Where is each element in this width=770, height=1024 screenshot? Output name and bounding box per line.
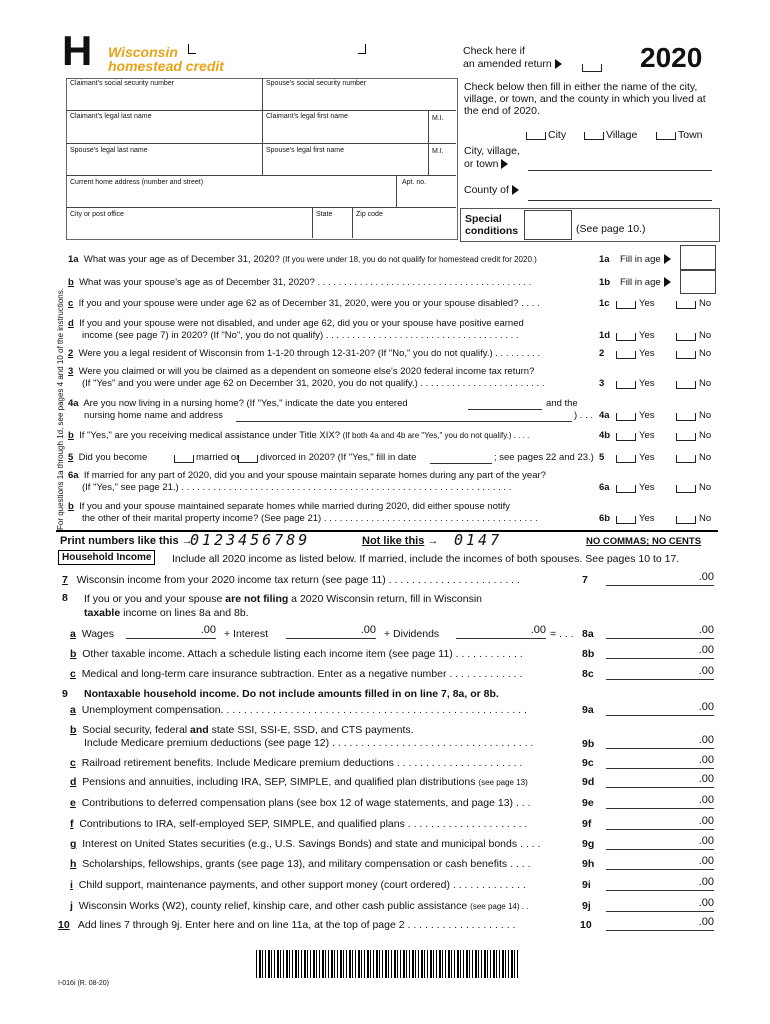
city-option-label: City xyxy=(548,129,567,141)
arrow-icon xyxy=(512,185,519,195)
form-title-line2: homestead credit xyxy=(108,58,224,74)
q4a-no-checkbox[interactable] xyxy=(676,413,696,421)
line-8c-ref: 8c xyxy=(582,668,594,680)
town-checkbox[interactable] xyxy=(656,132,676,140)
special-conditions-see: (See page 10.) xyxy=(576,223,646,235)
q3-yes-checkbox[interactable] xyxy=(616,381,636,389)
city-po-input[interactable] xyxy=(67,220,311,237)
line-9e-text: e Contributions to deferred compensation plans (see box 12 of wage statements, and page 13) . . . xyxy=(70,797,531,809)
cvt-label: City, village, or town xyxy=(464,145,520,170)
q4b-yes-label: Yes xyxy=(639,430,655,441)
q6b-text: b If you and your spouse maintained separate homes while married during 2020, did either spouse notify the other of their marital property income? (See page 21) . . . . . . . . . . . . . . . . . . . . . . . . . . . . . . . . . . . . . . . . . xyxy=(68,501,538,524)
q3-ref: 3 xyxy=(599,378,605,389)
print-numbers-label: Print numbers like this → xyxy=(60,535,193,547)
q2-yes-checkbox[interactable] xyxy=(616,351,636,359)
q6a-no-checkbox[interactable] xyxy=(676,485,696,493)
county-input[interactable] xyxy=(528,188,712,201)
q5-no-label: No xyxy=(699,452,712,463)
arrow-icon xyxy=(555,59,562,69)
q4a-date-input[interactable] xyxy=(468,398,542,410)
q5-yes-checkbox[interactable] xyxy=(616,455,636,463)
q1c-yes-checkbox[interactable] xyxy=(616,301,636,309)
q2-ref: 2 xyxy=(599,348,605,359)
q1b-text: b What was your spouse's age as of December 31, 2020? . . . . . . . . . . . . . . . . . . . . . . . . . . . . . . . . . . . . . . . . . xyxy=(68,277,532,288)
line-9e-ref: 9e xyxy=(582,797,594,809)
q1c-text: c If you and your spouse were under age 62 as of December 31, 2020, were you or your spouse disabled? . . . . xyxy=(68,298,540,309)
q1b-ref: 1b xyxy=(599,277,611,288)
q5-no-checkbox[interactable] xyxy=(676,455,696,463)
q1c-no-checkbox[interactable] xyxy=(676,301,696,309)
q3-no-label: No xyxy=(699,378,712,389)
q6b-no-checkbox[interactable] xyxy=(676,516,696,524)
side-note: For questions 1a through 1d, see pages 4 and 10 of the instructions. xyxy=(56,288,65,530)
household-income-intro: Include all 2020 income as listed below. If married, include the incomes of both spouses. See pages 10 to 17. xyxy=(172,553,680,565)
q1b-fill-label: Fill in age xyxy=(620,277,671,288)
q4b-no-label: No xyxy=(699,430,712,441)
arrow-icon xyxy=(664,254,671,264)
claimant-ssn-input[interactable] xyxy=(67,90,261,109)
q2-no-checkbox[interactable] xyxy=(676,351,696,359)
q5-text-d: ; see pages 22 and 23.) xyxy=(494,452,594,463)
bad-sample: 0147 xyxy=(454,531,503,549)
q1d-no-checkbox[interactable] xyxy=(676,333,696,341)
q6a-yes-label: Yes xyxy=(639,482,655,493)
q4a-text2: nursing home name and address xyxy=(84,410,223,421)
q4a-ref: 4a xyxy=(599,410,610,421)
q4b-text: b If "Yes," are you receiving medical assistance under Title XIX? (If both 4a and 4b are "Yes," you do not qualify.) . . . . xyxy=(68,430,530,441)
claimant-mi-label: M.I. xyxy=(432,115,444,122)
line-8a-wages-input[interactable]: .00 xyxy=(126,624,216,639)
spouse-first-label: Spouse's legal first name xyxy=(266,147,344,154)
line-9d-amount[interactable]: .00 xyxy=(606,773,714,788)
q1c-no-label: No xyxy=(699,298,712,309)
line-9a-text: a Unemployment compensation. . . . . . . . . . . . . . . . . . . . . . . . . . . . . . . . . . . . . . . . . . . . . . . . . . . . . xyxy=(70,704,527,716)
spouse-last-label: Spouse's legal last name xyxy=(70,147,148,154)
residence-instruction: Check below then fill in either the name of the city, village, or town, and the county in which you lived at the end of 2020. xyxy=(464,81,706,117)
line-8a-amount[interactable]: .00 xyxy=(606,624,714,639)
line-8a-dividends-input[interactable]: .00 xyxy=(456,624,546,639)
q1d-ref: 1d xyxy=(599,330,611,341)
q5-text-c: divorced in 2020? (If "Yes," fill in date xyxy=(260,452,417,463)
zip-label: Zip code xyxy=(356,211,383,218)
city-checkbox[interactable] xyxy=(526,132,546,140)
special-conditions-label: Special conditions xyxy=(465,213,519,237)
q5-ref: 5 xyxy=(599,452,605,463)
no-commas-note: NO COMMAS; NO CENTS xyxy=(586,536,702,547)
q5-divorced-checkbox[interactable] xyxy=(238,455,258,463)
cvt-input[interactable] xyxy=(528,156,712,171)
q1d-no-label: No xyxy=(699,330,712,341)
q4a-nursing-home-input[interactable] xyxy=(236,410,572,422)
spouse-first-input[interactable] xyxy=(263,156,427,174)
line-8c-text: c Medical and long-term care insurance subtraction. Enter as a negative number . . . . . . . . . . . . . xyxy=(70,668,523,680)
arrow-icon xyxy=(664,277,671,287)
q1d-yes-checkbox[interactable] xyxy=(616,333,636,341)
claimant-last-label: Claimant's legal last name xyxy=(70,113,152,120)
line-9b-ref: 9b xyxy=(582,738,595,750)
line-9c-amount[interactable]: .00 xyxy=(606,754,714,769)
line-7-amount[interactable]: .00 xyxy=(606,571,714,586)
q3-no-checkbox[interactable] xyxy=(676,381,696,389)
q6b-no-label: No xyxy=(699,513,712,524)
line-8b-amount[interactable]: .00 xyxy=(606,644,714,659)
q4b-ref: 4b xyxy=(599,430,611,441)
print-numbers-sample: 0123456789 xyxy=(190,531,311,549)
line-8a-dividends-label: + Dividends xyxy=(384,628,440,640)
q1b-age-input[interactable] xyxy=(680,270,716,294)
line-10-ref: 10 xyxy=(580,919,592,931)
claimant-last-input[interactable] xyxy=(67,122,261,142)
line-9-num: 9 xyxy=(62,688,68,700)
line-9-text: Nontaxable household income. Do not include amounts filled in on line 7, 8a, or 8b. xyxy=(84,688,499,700)
line-9f-amount[interactable]: .00 xyxy=(606,815,714,830)
q6a-no-label: No xyxy=(699,482,712,493)
q4b-no-checkbox[interactable] xyxy=(676,433,696,441)
amended-label-2: an amended return xyxy=(463,58,562,70)
q3-text: 3 Were you claimed or will you be claimed as a dependent on someone else's 2020 federal income tax return? (If "Yes" and you were under age 62 on December 31, 2020, you do not qualify.) . . . . . . . . . . . . . . . . . . . . . . . . xyxy=(68,366,545,389)
apt-input[interactable] xyxy=(397,188,455,206)
q5-married-checkbox[interactable] xyxy=(174,455,194,463)
q4a-no-label: No xyxy=(699,410,712,421)
line-8-num: 8 xyxy=(62,592,68,604)
line-9c-text: c Railroad retirement benefits. Include Medicare premium deductions . . . . . . . . . . . . . . . . . . . . . . xyxy=(70,757,523,769)
line-7-text: 7 Wisconsin income from your 2020 income tax return (see page 11) . . . . . . . . . . . . . . . . . . . . . . . xyxy=(62,574,520,586)
q5-yes-label: Yes xyxy=(639,452,655,463)
line-9g-ref: 9g xyxy=(582,838,595,850)
village-checkbox[interactable] xyxy=(584,132,604,140)
q4a-text1b: and the xyxy=(546,398,578,409)
q5-date-input[interactable] xyxy=(430,452,492,464)
line-9d-ref: 9d xyxy=(582,776,595,788)
line-9h-ref: 9h xyxy=(582,858,595,870)
spouse-mi-label: M.I. xyxy=(432,148,444,155)
form-title-line1: Wisconsin xyxy=(108,44,178,60)
q4a-yes-checkbox[interactable] xyxy=(616,413,636,421)
amended-label-1: Check here if xyxy=(463,45,525,57)
q6b-yes-checkbox[interactable] xyxy=(616,516,636,524)
line-8a-ref: 8a xyxy=(582,628,594,640)
line-8-text: If you or you and your spouse are not filing a 2020 Wisconsin return, fill in Wisconsin taxable income on lines 8a and 8b. xyxy=(84,593,483,619)
state-input[interactable] xyxy=(313,220,351,237)
line-8a-eq: = . . . xyxy=(550,628,574,640)
line-9j-text: j Wisconsin Works (W2), county relief, kinship care, and other cash public assistance (see page 14) . . xyxy=(70,900,529,912)
q6a-text: 6a If married for any part of 2020, did you and your spouse maintain separate homes during any part of the year? (If "Yes," see page 21.) . . . . . . . . . . . . . . . . . . . . . . . . . . . . . . . . . . . . . . . . . . . . . . . . . . . . . . . . . . . . . . . xyxy=(68,470,546,493)
address-input[interactable] xyxy=(67,188,395,206)
q1a-fill-label: Fill in age xyxy=(620,254,671,265)
q3-yes-label: Yes xyxy=(639,378,655,389)
line-8b-ref: 8b xyxy=(582,648,595,660)
q4a-text2b: ) . . . xyxy=(574,410,593,421)
q5-text-b: married or xyxy=(196,452,240,463)
line-9d-text: d Pensions and annuities, including IRA, SEP, SIMPLE, and qualified plan distributions (see page 13) xyxy=(70,776,528,788)
city-po-label: City or post office xyxy=(70,211,124,218)
q1c-ref: 1c xyxy=(599,298,610,309)
q4b-yes-checkbox[interactable] xyxy=(616,433,636,441)
amended-checkbox[interactable] xyxy=(582,64,602,72)
line-9i-ref: 9i xyxy=(582,879,591,891)
q1a-age-input[interactable] xyxy=(680,245,716,270)
line-9f-ref: 9f xyxy=(582,818,592,830)
corner-mark-right xyxy=(358,44,366,54)
q1d-text: d If you and your spouse were not disabled, and under age 62, did you or your spouse have positive earned income (see page 7) in 2020? (If "No", you do not qualify) . . . . . . . . . . . . . . . . . . . . . . . . . . . . . . . . . . . . . xyxy=(68,318,524,341)
claimant-ssn-label: Claimant's social security number xyxy=(70,80,175,87)
apt-label: Apt. no. xyxy=(402,179,427,186)
town-option-label: Town xyxy=(678,129,703,141)
line-8b-text: b Other taxable income. Attach a schedule listing each income item (see page 11) . . . . . . . . . . . . xyxy=(70,648,523,660)
q6a-ref: 6a xyxy=(599,482,610,493)
line-9g-amount[interactable]: .00 xyxy=(606,835,714,850)
household-income-title: Household Income xyxy=(58,550,155,565)
claimant-first-input[interactable] xyxy=(263,122,427,142)
tax-year: 2020 xyxy=(640,42,703,73)
q4a-text1: 4a Are you now living in a nursing home? (If "Yes," indicate the date you entered xyxy=(68,398,408,409)
line-9c-ref: 9c xyxy=(582,757,594,769)
barcode xyxy=(256,950,518,978)
line-9a-ref: 9a xyxy=(582,704,594,716)
line-9i-amount[interactable]: .00 xyxy=(606,876,714,891)
q6b-yes-label: Yes xyxy=(639,513,655,524)
arrow-icon xyxy=(501,159,508,169)
line-9e-amount[interactable]: .00 xyxy=(606,794,714,809)
line-7-ref: 7 xyxy=(582,574,588,586)
line-9j-amount[interactable]: .00 xyxy=(606,897,714,912)
q1a-text: 1a What was your age as of December 31, 2020? (If you were under 18, you do not qualify for homestead credit for 2020.) xyxy=(68,254,537,265)
q6a-yes-checkbox[interactable] xyxy=(616,485,636,493)
zip-input[interactable] xyxy=(353,220,455,237)
q2-text: 2 Were you a legal resident of Wisconsin from 1-1-20 through 12-31-20? (If "No," you do not qualify.) . . . . . . . . . xyxy=(68,348,541,359)
q2-yes-label: Yes xyxy=(639,348,655,359)
county-label: County of xyxy=(464,184,519,196)
line-8a-interest-label: + Interest xyxy=(224,628,269,640)
line-8a-wages-label: a Wages xyxy=(70,628,114,640)
village-option-label: Village xyxy=(606,129,638,141)
q1d-yes-label: Yes xyxy=(639,330,655,341)
state-label: State xyxy=(316,211,333,218)
line-9i-text: i Child support, maintenance payments, and other support money (court ordered) . . . . . . . . . . . . . xyxy=(70,879,526,891)
line-9j-ref: 9j xyxy=(582,900,591,912)
q1a-ref: 1a xyxy=(599,254,610,265)
line-9a-amount[interactable]: .00 xyxy=(606,701,714,716)
form-letter: H xyxy=(62,27,93,74)
line-9g-text: g Interest on United States securities (e.g., U.S. Savings Bonds) and state and municipal bonds . . . . xyxy=(70,838,541,850)
address-label: Current home address (number and street) xyxy=(70,179,204,186)
q5-text-a: 5 Did you become xyxy=(68,452,148,463)
line-10-text: 10 Add lines 7 through 9j. Enter here and on line 11a, at the top of page 2 . . . . . . . . . . . . . . . . . . . xyxy=(58,919,516,931)
corner-mark-left xyxy=(188,44,196,54)
not-like-this-label: Not like this → xyxy=(362,535,439,547)
line-9h-amount[interactable]: .00 xyxy=(606,855,714,870)
spouse-ssn-label: Spouse's social security number xyxy=(266,80,367,87)
line-10-amount[interactable]: .00 xyxy=(606,916,714,931)
q2-no-label: No xyxy=(699,348,712,359)
special-conditions-input[interactable] xyxy=(524,210,572,240)
claimant-mi-input[interactable] xyxy=(429,124,455,142)
q1c-yes-label: Yes xyxy=(639,298,655,309)
q4a-yes-label: Yes xyxy=(639,410,655,421)
line-9b-amount[interactable]: .00 xyxy=(606,734,714,749)
spouse-mi-input[interactable] xyxy=(429,157,455,174)
line-8a-interest-input[interactable]: .00 xyxy=(286,624,376,639)
claimant-first-label: Claimant's legal first name xyxy=(266,113,348,120)
line-9b-text: b Social security, federal and state SSI, SSI-E, SSD, and CTS payments. Include Medicare premium deductions (see page 12) . . . . . . . . . . . . . . . . . . . . . . . . . . . . . . . . . . . xyxy=(70,724,534,749)
spouse-last-input[interactable] xyxy=(67,156,261,174)
form-id: I-016i (R. 08-20) xyxy=(58,980,109,987)
spouse-ssn-input[interactable] xyxy=(263,90,455,109)
q6b-ref: 6b xyxy=(599,513,611,524)
line-9h-text: h Scholarships, fellowships, grants (see page 13), and military compensation or cash benefits . . . . xyxy=(70,858,531,870)
line-8c-amount[interactable]: .00 xyxy=(606,665,714,680)
line-9f-text: f Contributions to IRA, self-employed SEP, SIMPLE, and qualified plans . . . . . . . . . . . . . . . . . . . . . xyxy=(70,818,528,830)
